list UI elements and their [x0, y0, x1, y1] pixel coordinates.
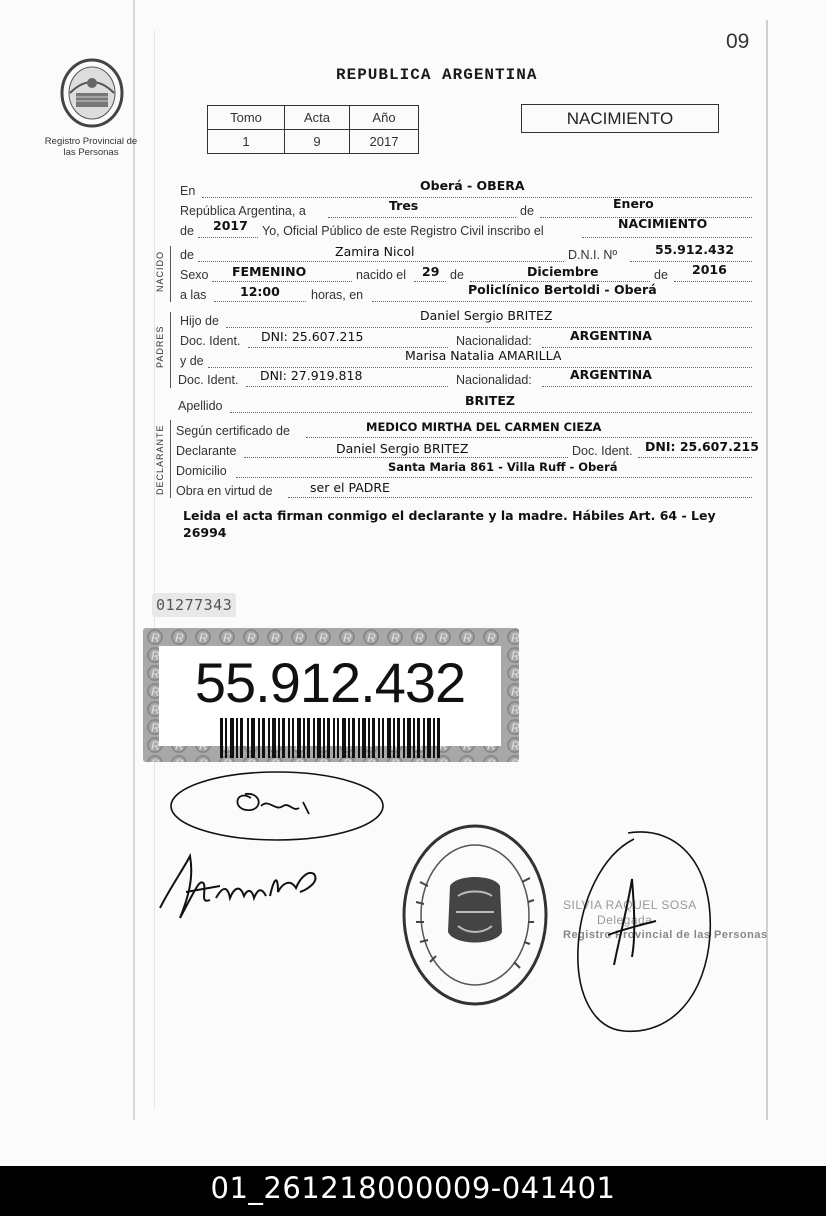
nacionalidad-label: Nacionalidad:	[456, 334, 532, 348]
de-label-4: de	[450, 268, 464, 282]
sticker-dni-number: 55.912.432	[194, 651, 466, 714]
row-sexo	[180, 262, 752, 284]
stamp-line-1: SILVIA RAQUEL SOSA	[563, 898, 697, 912]
sticker-label	[159, 646, 501, 746]
obra-value: ser el PADRE	[310, 480, 390, 495]
father-nationality-value: ARGENTINA	[570, 328, 652, 343]
doc-ident-label: Doc. Ident.	[180, 334, 241, 348]
registrar-signature	[568, 825, 718, 1040]
doc-ident-label-3: Doc. Ident.	[572, 444, 633, 458]
apellido-value: BRITEZ	[465, 393, 515, 408]
dotted-line	[244, 457, 568, 458]
nacionalidad-label-2: Nacionalidad:	[456, 373, 532, 387]
dotted-line	[198, 237, 258, 238]
dotted-line	[630, 261, 752, 262]
segun-label: Según certificado de	[176, 424, 290, 438]
page-right-edge	[766, 20, 768, 1120]
de-label-3: de	[180, 248, 194, 262]
domicilio-value: Santa Maria 861 - Villa Ruff - Oberá	[388, 460, 618, 474]
dotted-line	[214, 301, 306, 302]
birth-time-value: 12:00	[240, 284, 280, 299]
row-mother-doc	[178, 367, 752, 389]
de-label-2: de	[180, 224, 194, 238]
oficial-label: Yo, Oficial Público de este Registro Civil inscribo el	[262, 224, 544, 238]
sexo-value: FEMENINO	[232, 264, 307, 279]
de-label: de	[520, 204, 534, 218]
row-domicilio	[176, 460, 752, 480]
declarante-value: Daniel Sergio BRITEZ	[336, 441, 469, 456]
day-value: Tres	[389, 198, 419, 213]
apellido-label: Apellido	[178, 399, 223, 413]
dotted-line	[202, 197, 752, 198]
closing-statement: Leida el acta firman conmigo el declarante y la madre. Hábiles Art. 64 - Ley 26994	[183, 508, 716, 540]
y-de-label: y de	[180, 354, 204, 368]
sexo-label: Sexo	[180, 268, 209, 282]
nacido-label: nacido el	[356, 268, 407, 282]
dotted-line	[674, 281, 752, 282]
dotted-line	[246, 386, 448, 387]
obra-label: Obra en virtud de	[176, 484, 273, 498]
dni-label: D.N.I. Nº	[568, 248, 618, 262]
republica-label: República Argentina, a	[180, 204, 306, 218]
serial-number: 01277343	[152, 593, 236, 617]
mother-signature	[150, 848, 330, 930]
acta-value: 9	[285, 130, 350, 154]
page-margin-line	[154, 30, 155, 1110]
dotted-line	[372, 301, 752, 302]
dotted-line	[236, 477, 752, 478]
mother-doc-value: DNI: 27.919.818	[260, 368, 363, 383]
dotted-line	[306, 437, 752, 438]
doc-ident-label-2: Doc. Ident.	[178, 373, 239, 387]
row-name	[180, 242, 752, 264]
dotted-line	[542, 347, 752, 348]
anio-value: 2017	[350, 130, 419, 154]
page-fold-line	[133, 0, 135, 1120]
month-value: Enero	[613, 196, 654, 211]
birth-place-value: Policlínico Bertoldi - Oberá	[468, 282, 657, 297]
domicilio-label: Domicilio	[176, 464, 227, 478]
tomo-value: 1	[208, 130, 285, 154]
stamp-line-2: Delegada	[597, 913, 653, 927]
certificado-value: MEDICO MIRTHA DEL CARMEN CIEZA	[366, 420, 602, 434]
hijo-label: Hijo de	[180, 314, 219, 328]
tomo-header: Tomo	[208, 106, 285, 130]
dotted-line	[198, 261, 564, 262]
horas-label: horas, en	[311, 288, 364, 302]
row-hijo	[180, 308, 752, 330]
section-divider	[170, 420, 171, 498]
birth-month-value: Diciembre	[527, 264, 599, 279]
row-certificado	[176, 420, 752, 440]
dotted-line	[230, 412, 752, 413]
dotted-line	[414, 281, 446, 282]
act-type-box: NACIMIENTO	[521, 104, 719, 133]
row-apellido	[178, 393, 752, 415]
declarante-label: Declarante	[176, 444, 237, 458]
side-label-nacido: NACIDO	[155, 250, 165, 292]
dotted-line	[542, 386, 752, 387]
province-seal-logo	[56, 57, 128, 129]
barcode	[220, 718, 440, 758]
document-title: REPUBLICA ARGENTINA	[336, 66, 538, 84]
page-number: 09	[726, 30, 750, 53]
anio-header: Año	[350, 106, 419, 130]
side-label-padres: PADRES	[155, 325, 165, 368]
security-sticker	[143, 628, 519, 762]
dotted-line	[226, 327, 752, 328]
acta-header: Acta	[285, 106, 350, 130]
birth-year-value: 2016	[692, 262, 727, 277]
dotted-line	[212, 281, 352, 282]
dotted-line	[288, 497, 752, 498]
row-oficial	[180, 216, 752, 240]
dotted-line	[328, 217, 516, 218]
section-divider	[170, 246, 171, 302]
father-name-value: Daniel Sergio BRITEZ	[420, 308, 553, 323]
declarante-doc-value: DNI: 25.607.215	[645, 439, 759, 454]
mother-name-value: Marisa Natalia AMARILLA	[405, 348, 562, 363]
row-obra	[176, 480, 752, 500]
dotted-line	[638, 457, 752, 458]
document-id-bar: 01_261218000009-041401	[0, 1166, 826, 1216]
row-hora	[180, 282, 752, 304]
en-label: En	[180, 184, 196, 198]
section-divider	[170, 312, 171, 388]
side-label-declarante: DECLARANTE	[155, 424, 165, 495]
child-name-value: Zamira Nicol	[335, 244, 415, 259]
year-value: 2017	[213, 218, 248, 233]
child-dni-value: 55.912.432	[655, 242, 735, 257]
mother-nationality-value: ARGENTINA	[570, 367, 652, 382]
row-en	[180, 178, 752, 200]
father-doc-value: DNI: 25.607.215	[261, 329, 364, 344]
birth-day-value: 29	[422, 264, 440, 279]
inscribo-value: NACIMIENTO	[618, 216, 708, 231]
logo-caption: Registro Provincial de las Personas	[44, 136, 138, 158]
registry-table	[207, 105, 419, 154]
row-declarante	[176, 439, 759, 460]
a-las-label: a las	[180, 288, 207, 302]
official-stamp	[400, 822, 550, 1008]
officer-signature	[165, 768, 390, 848]
place-registry-value: Oberá - OBERA	[420, 178, 525, 193]
dotted-line	[582, 237, 752, 238]
stamp-line-3: Registro Provincial de las Personas	[563, 929, 768, 941]
de-label-5: de	[654, 268, 668, 282]
